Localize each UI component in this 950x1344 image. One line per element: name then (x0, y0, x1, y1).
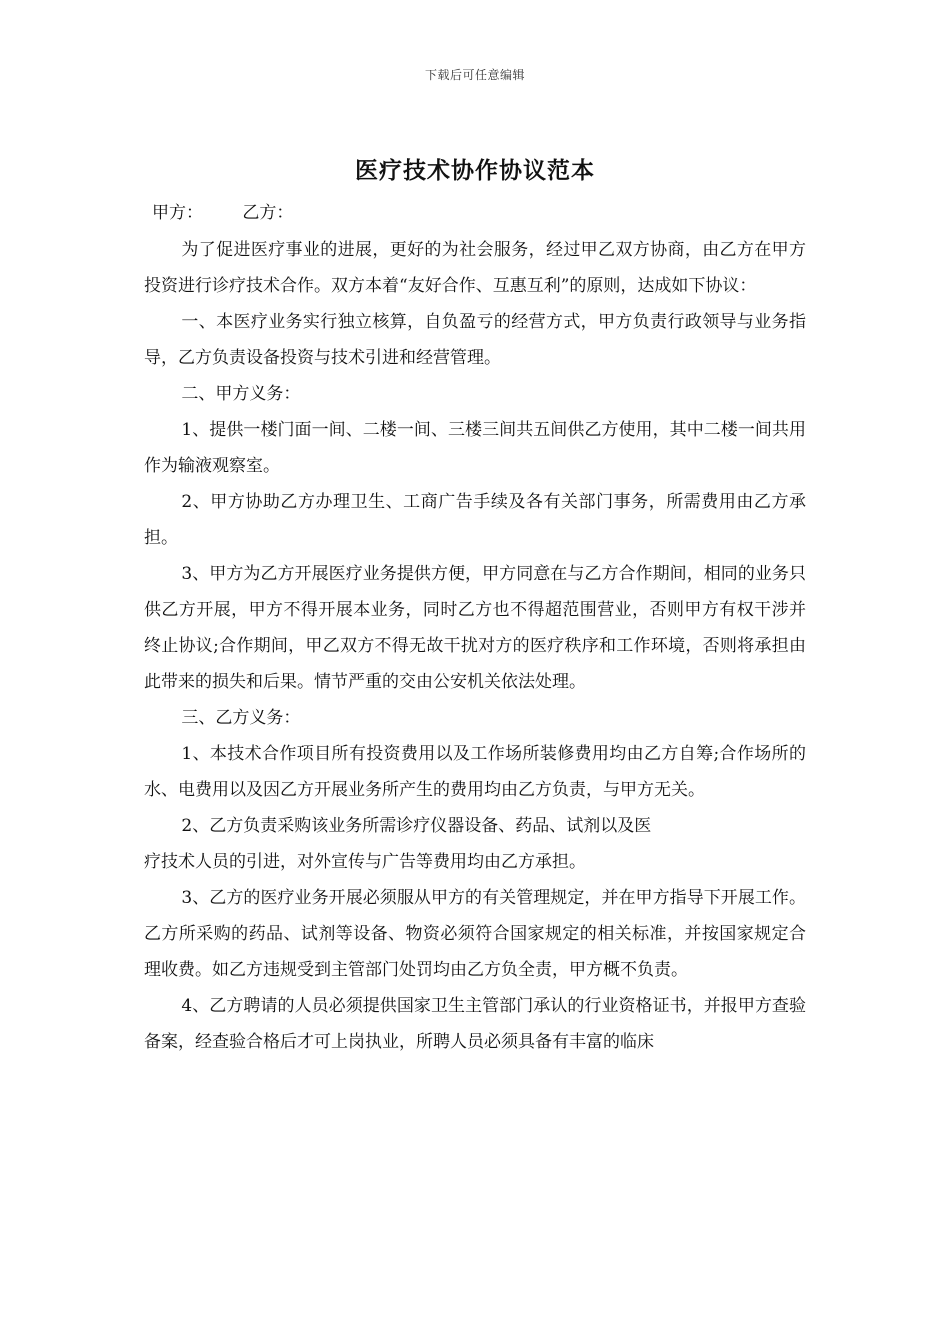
party-a-label: 甲方： (152, 203, 203, 223)
party-a-duty-2: 2、甲方协助乙方办理卫生、工商广告手续及各有关部门事务，所需费用由乙方承担。 (144, 492, 806, 548)
parties-line (152, 201, 293, 225)
party-b-duty-4: 4、乙方聘请的人员必须提供国家卫生主管部门承认的行业资格证书，并报甲方查验备案，经查验合格后才可上岗执业，所聘人员必须具备有丰富的临床 (144, 996, 806, 1052)
clause-1-paragraph: 一、本医疗业务实行独立核算，自负盈亏的经营方式，甲方负责行政领导与业务指导，乙方负责设备投资与技术引进和经营管理。 (144, 312, 806, 368)
party-b-duty-2: 2、乙方负责采购该业务所需诊疗仪器设备、药品、试剂以及医 (181, 816, 652, 836)
party-b-duty-3: 3、乙方的医疗业务开展必须服从甲方的有关管理规定，并在甲方指导下开展工作。乙方所采购的药品、试剂等设备、物资必须符合国家规定的相关标准，并按国家规定合理收费。如乙方违规受到主管部门处罚均由乙方负全责，甲方概不负责。 (144, 888, 806, 980)
party-b-duty-1: 1、本技术合作项目所有投资费用以及工作场所装修费用均由乙方自筹;合作场所的水、电费用以及因乙方开展业务所产生的费用均由乙方负责，与甲方无关。 (144, 744, 806, 800)
intro-paragraph: 为了促进医疗事业的进展，更好的为社会服务，经过甲乙双方协商，由乙方在甲方投资进行诊疗技术合作。双方本着“友好合作、互惠互利”的原则，达成如下协议： (144, 240, 806, 296)
party-a-duty-3: 3、甲方为乙方开展医疗业务提供方便，甲方同意在与乙方合作期间，相同的业务只供乙方开展，甲方不得开展本业务，同时乙方也不得超范围营业，否则甲方有权干涉并终止协议;合作期间，甲乙双方不得无故干扰对方的医疗秩序和工作环境，否则将承担由此带来的损失和后果。情节严重的交由公安机关依法处理。 (144, 564, 806, 692)
section-heading-party-b-duties: 三、乙方义务： (181, 708, 301, 728)
party-b-label: 乙方： (242, 203, 294, 223)
agreement-body (144, 232, 806, 1060)
document-title: 医疗技术协作协议范本 (355, 157, 595, 184)
header-note: 下载后可任意编辑 (424, 68, 525, 82)
party-b-duty-2-continued: 疗技术人员的引进，对外宣传与广告等费用均由乙方承担。 (144, 852, 586, 872)
section-heading-party-a-duties: 二、甲方义务： (181, 384, 301, 404)
party-a-duty-1: 1、提供一楼门面一间、二楼一间、三楼三间共五间供乙方使用，其中二楼一间共用作为输液观察室。 (144, 420, 806, 476)
